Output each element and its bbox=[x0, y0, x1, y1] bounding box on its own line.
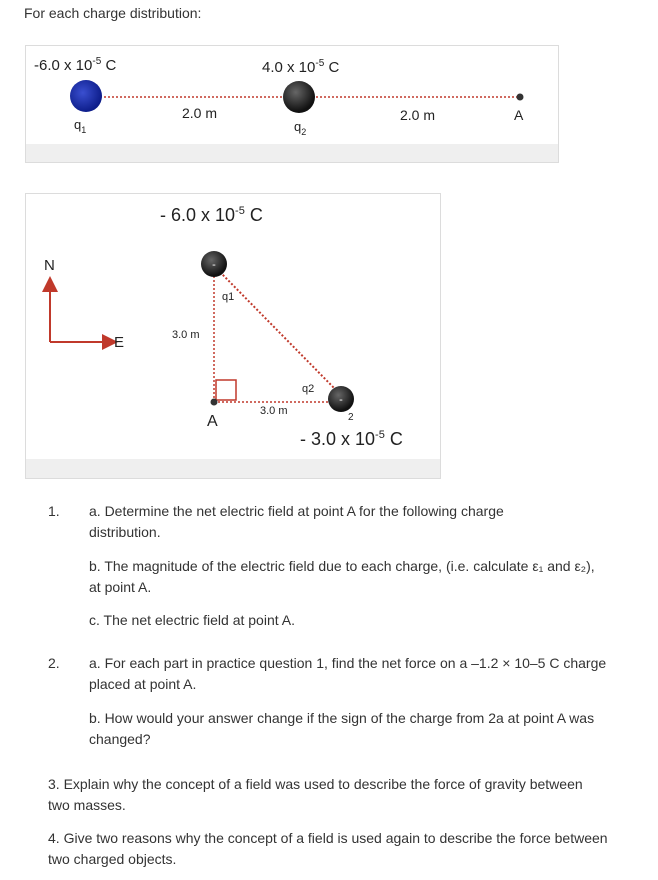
fig1-point-a-label: A bbox=[514, 107, 524, 123]
fig2-q2-name: q2 bbox=[302, 383, 315, 395]
compass-east-label: E bbox=[114, 334, 125, 351]
fig2-horizontal-distance: 3.0 m bbox=[260, 405, 288, 417]
figure-linear-charges bbox=[25, 45, 559, 163]
question-2a: a. For each part in practice question 1, find the net force on a –1.2 × 10–5 C charge placed at point A. bbox=[89, 655, 607, 692]
question-2-number: 2. bbox=[48, 655, 60, 671]
fig2-point-a-label: A bbox=[207, 413, 218, 430]
fig1-point-a-dot bbox=[517, 94, 524, 101]
fig1-distance-2: 2.0 m bbox=[400, 107, 436, 123]
fig1-footer-strip bbox=[26, 144, 558, 162]
figure-right-angle-charges bbox=[25, 193, 441, 479]
fig2-q2-sign: - bbox=[339, 394, 343, 406]
fig2-q1-sign: - bbox=[212, 259, 216, 271]
fig1-distance-1: 2.0 m bbox=[182, 105, 218, 121]
fig1-q2-name: $q_2$ bbox=[294, 119, 307, 137]
fig2-hypotenuse-dotted bbox=[220, 272, 336, 390]
fig2-right-angle-marker bbox=[216, 380, 236, 400]
compass-north-label: N bbox=[44, 257, 55, 274]
fig2-q2-charge-label: - 3.0 x $10^{-5}$ C bbox=[300, 429, 403, 449]
fig1-q1-charge-label: -6.0 x $10^{-5}$ C bbox=[34, 56, 117, 74]
question-3: 3. Explain why the concept of a field was used to describe the force of gravity between two masses. bbox=[48, 776, 583, 813]
question-1a: a. Determine the net electric field at point A for the following charge distribution. bbox=[89, 503, 504, 540]
fig2-vertical-distance: 3.0 m bbox=[172, 329, 200, 341]
fig1-charge-q1 bbox=[70, 80, 102, 112]
question-1b: b. The magnitude of the electric field due to each charge, (i.e. calculate ε₁ and ε₂), at point A. bbox=[89, 558, 595, 595]
fig1-charge-q2 bbox=[283, 81, 315, 113]
question-4: 4. Give two reasons why the concept of a field is used again to describe the force between two charged objects. bbox=[48, 830, 608, 867]
fig1-q1-name: $q_1$ bbox=[74, 117, 87, 135]
figure2-diagram bbox=[26, 194, 440, 478]
question-1-number: 1. bbox=[48, 503, 60, 519]
fig2-q2-prefix: 2 bbox=[348, 412, 354, 423]
fig1-q2-charge-label: 4.0 x $10^{-5}$ C bbox=[262, 58, 340, 76]
intro-text: For each charge distribution: bbox=[24, 5, 202, 21]
fig2-footer-strip bbox=[26, 459, 440, 478]
question-2b: b. How would your answer change if the sign of the charge from 2a at point A was changed? bbox=[89, 710, 595, 747]
fig2-q1-name: q1 bbox=[222, 291, 235, 303]
fig2-q1-charge-label: - 6.0 x $10^{-5}$ C bbox=[160, 205, 263, 225]
fig2-point-a-dot bbox=[211, 399, 218, 406]
question-1c: c. The net electric field at point A. bbox=[89, 612, 295, 628]
